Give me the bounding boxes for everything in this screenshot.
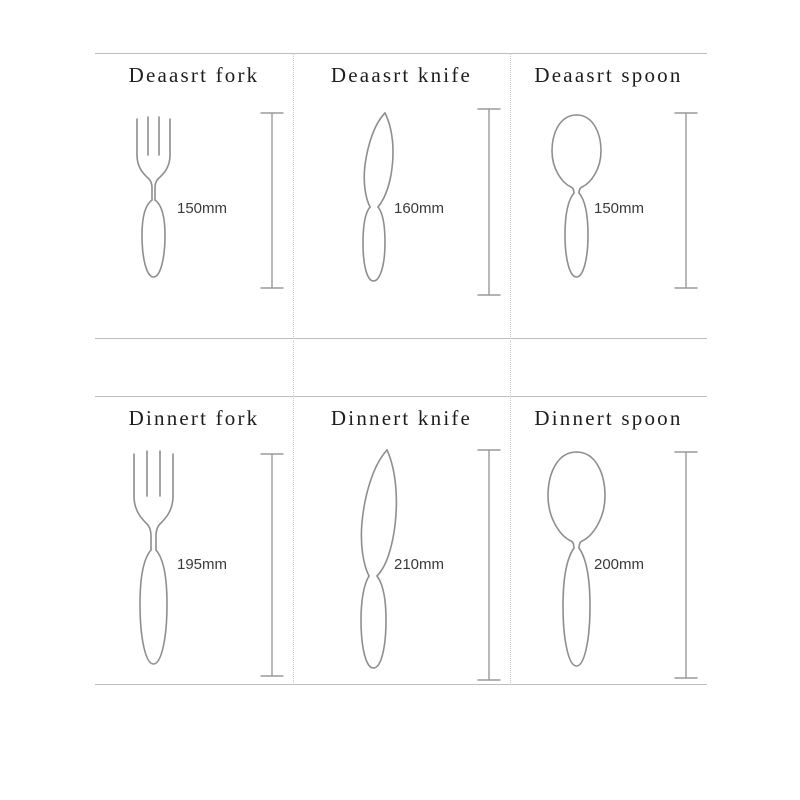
dimension-bar bbox=[472, 448, 506, 683]
row-dinner bbox=[95, 396, 707, 681]
cell-artwork bbox=[95, 105, 293, 335]
cell-artwork bbox=[95, 448, 293, 678]
dimension-label: 210mm bbox=[394, 556, 445, 573]
cell-artwork bbox=[510, 105, 707, 335]
cell-title: Deaasrt knife bbox=[330, 63, 473, 87]
row-dessert bbox=[95, 53, 707, 338]
chart-grid bbox=[95, 53, 707, 685]
cell-dinner-fork bbox=[95, 396, 293, 681]
dimension-bar bbox=[255, 105, 289, 305]
dimension-bar bbox=[669, 105, 703, 305]
dimension-label: 200mm bbox=[594, 556, 645, 573]
cell-title: Deaasrt spoon bbox=[534, 63, 683, 87]
cell-dinner-spoon bbox=[510, 396, 707, 681]
cell-artwork bbox=[510, 448, 707, 678]
dimension-label: 150mm bbox=[177, 200, 228, 217]
cell-title: Deaasrt fork bbox=[128, 63, 260, 87]
cell-title: Dinnert fork bbox=[128, 406, 260, 430]
dimension-label: 160mm bbox=[394, 200, 445, 217]
dimension-label: 150mm bbox=[594, 200, 645, 217]
cell-dinner-knife bbox=[293, 396, 510, 681]
dimension-label: 195mm bbox=[177, 556, 228, 573]
cell-title: Dinnert knife bbox=[330, 406, 473, 430]
dimension-bar bbox=[669, 448, 703, 683]
cell-title: Dinnert spoon bbox=[534, 406, 683, 430]
cell-artwork bbox=[293, 105, 510, 335]
cell-artwork bbox=[293, 448, 510, 678]
cell-dessert-knife bbox=[293, 53, 510, 338]
cell-dessert-spoon bbox=[510, 53, 707, 338]
dimension-bar bbox=[472, 105, 506, 305]
cell-dessert-fork bbox=[95, 53, 293, 338]
dimension-bar bbox=[255, 448, 289, 683]
